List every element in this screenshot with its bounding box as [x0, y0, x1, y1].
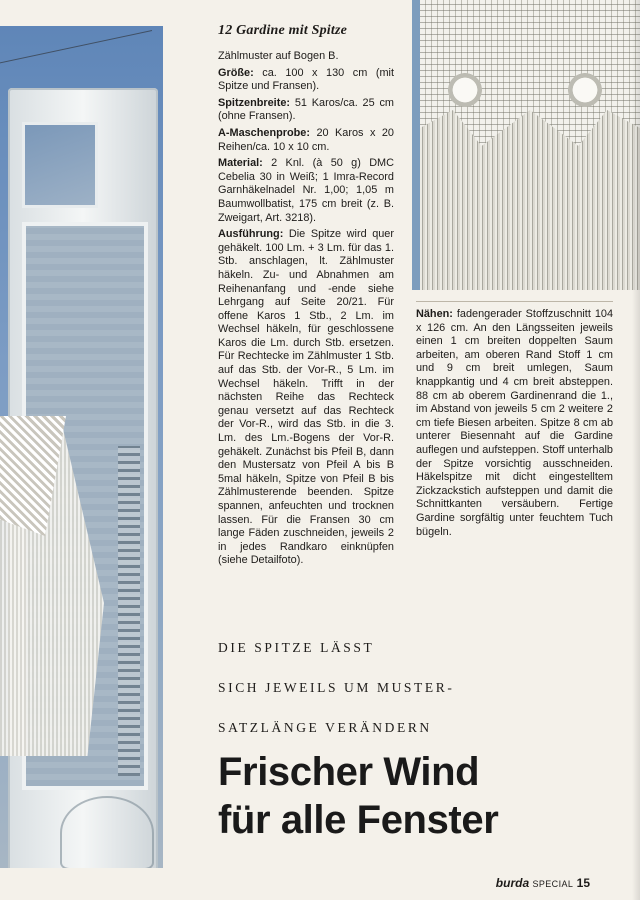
pull-quote-line: SICH JEWEILS UM MUSTER- [218, 680, 455, 695]
sewing-instructions: Nähen: fadengerader Stoffzuschnitt 104 x 126 cm. An den Längsseiten jeweils einen 1 cm breiten doppelten Saum arbeiten, am oberen Rand Stoff 1 cm und 9 cm breit umlegen, Saum knappkantig und 4 cm breit absteppen. 88 cm ab oberem Gardinenrand die 1., im Abstand von jeweils 5 cm 2 weitere 2 cm tiefe Biesen arbeiten. Spitze 8 cm ab unterer Biesennaht auf die Gardine auflegen und aufsteppen. Stoff unterhalb der Spitze vorsichtig ausschneiden. Häkelspitze mit dicht eingestelltem Zickzackstich aufsteppen und damit die Schnittkanten versäubern. Fertige Gardine sorgfältig unter feuchtem Tuch bügeln. [416, 308, 613, 538]
page-footer [496, 876, 590, 890]
spec-size: Größe: ca. 100 x 130 cm (mit Spitze und Fransen). [218, 66, 394, 93]
headline [218, 748, 628, 844]
column-divider [416, 301, 613, 302]
brand-special: SPECIAL [532, 879, 574, 889]
window-curtain-photo [0, 26, 163, 868]
instructions-column-2 [416, 308, 613, 542]
pull-quote-line: SATZLÄNGE VERÄNDERN [218, 720, 432, 735]
spec-lace-width: Spitzenbreite: 51 Karos/ca. 25 cm (ohne Fransen). [218, 96, 394, 123]
zaehlmuster-note: Zählmuster auf Bogen B. [218, 50, 339, 62]
headline-line: für alle Fenster [218, 798, 499, 842]
spec-material: Material: 2 Knl. (à 50 g) DMC Cebelia 30 in Weiß; 1 Imra-Record Garnhäkelnadel Nr. 1,00; 1,05 m Baumwollbatist, 175 cm breit (z. B. Zweigart, Art. 3218). [218, 157, 394, 224]
page-fold-shadow [632, 0, 640, 900]
item-title: 12 Gardine mit Spitze [218, 23, 348, 38]
instructions-column-1 [218, 50, 394, 571]
page-number: 15 [576, 876, 590, 890]
headline-line: Frischer Wind [218, 750, 480, 794]
brand-logo: burda [495, 876, 530, 890]
spec-gauge: A-Maschenprobe: 20 Karos x 20 Reihen/ca. 10 x 10 cm. [218, 126, 394, 153]
pull-quote [218, 628, 608, 748]
lace-detail-photo [412, 0, 640, 290]
pull-quote-line: DIE SPITZE LÄSST [218, 640, 375, 655]
spec-execution: Ausführung: Die Spitze wird quer gehäkelt. 100 Lm. + 3 Lm. für das 1. Stb. anschlagen, lt. Zählmuster häkeln. Zu- und Abnahmen am Reihenanfang und -ende siehe Lehrgang auf Seite 20/21. Für offene Karos 1 Stb., 2 Lm. im Wechsel häkeln, für geschlossene Karos die Lm. durch Stb. ersetzen. Für Rechtecke im Zählmuster 1 Stb. auf das Stb. der Vor-R., 5 Lm. im Wechsel häkeln. Trifft in der nächsten Reihe das Rechteck genau versetzt auf das Rechteck der Vor-R., wird das Stb. in die 3. Lm. des Lm.-Bogens der Vor-R. gehäkelt. Zunächst bis Pfeil B, dann den Mustersatz von Pfeil A bis B 5mal häkeln, Spitze von Pfeil B bis Zählmusterende beenden. Spitze spannen, anfeuchten und trocknen lassen. Für die Fransen 30 cm lange Fäden zuschneiden, jeweils 2 in jedes Randkaro einknüpfen (siehe Detailfoto). [218, 228, 394, 567]
